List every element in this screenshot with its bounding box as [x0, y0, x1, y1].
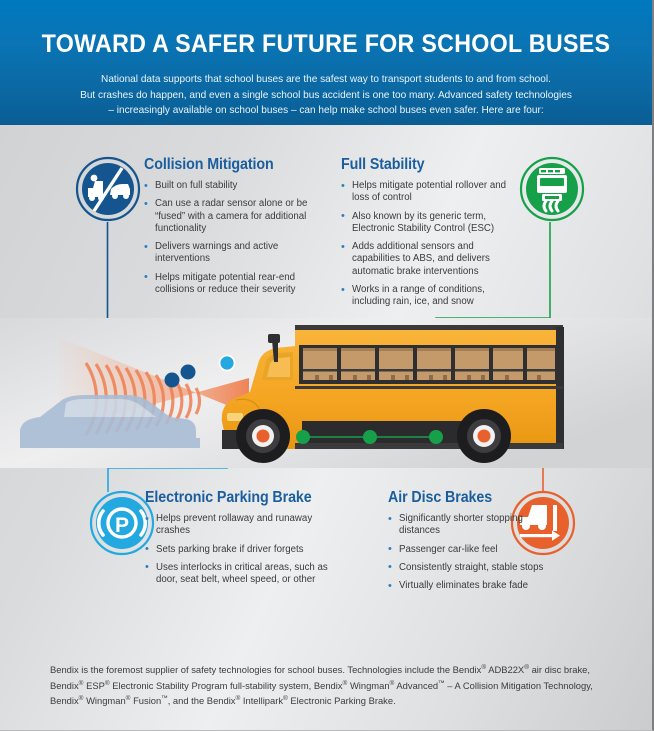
- collision-mitigation-icon: [70, 155, 146, 225]
- footer-text-1: Bendix is the foremost supplier of safety technologies for school buses. Technologies include the Bendix: [50, 664, 482, 676]
- bullet-list-collision-mitigation: [144, 180, 334, 296]
- bus-front-wheel: [236, 409, 290, 463]
- list-item: • Can use a radar sensor alone or be “fused” with a camera for additional functionality: [144, 198, 334, 235]
- footer-text-12: , and the Bendix: [167, 695, 236, 707]
- list-item: • Helps mitigate potential rollover and loss of control: [341, 180, 521, 205]
- full-stability-bus-icon: [516, 155, 588, 225]
- reg-mark: ®: [481, 664, 487, 671]
- bullet-list-electronic-parking-brake: [145, 513, 345, 586]
- footer-text-11: Fusion: [130, 695, 162, 707]
- reg-mark: ®: [78, 679, 84, 687]
- list-item: • Adds additional sensors and capabilities to ABS, and delivers automatic brake interventions: [341, 241, 521, 278]
- section-air-disc-brakes: [388, 489, 553, 598]
- marker-collision-radar: [165, 373, 180, 388]
- footer-text-7: Advanced: [394, 679, 439, 691]
- footer-text-14: Electronic Parking Brake.: [287, 695, 396, 707]
- list-item: • Sets parking brake if driver forgets: [145, 544, 345, 556]
- reg-mark: ®: [104, 679, 110, 687]
- list-item: • Consistently straight, stable stops: [388, 562, 553, 574]
- footer-text-6: Wingman: [347, 679, 390, 691]
- marker-parking-brake: [220, 356, 235, 371]
- tm-mark: ™: [161, 695, 168, 703]
- list-item: • Helps prevent rollaway and runaway crashes: [145, 513, 345, 538]
- marker-collision-camera: [181, 365, 196, 380]
- list-item: • Uses interlocks in critical areas, such as door, seat belt, wheel speed, or other: [145, 562, 345, 587]
- list-item: • Works in a range of conditions, including rain, ice, and snow: [341, 284, 521, 309]
- page-title: TOWARD A SAFER FUTURE FOR SCHOOL BUSES: [41, 30, 611, 58]
- school-bus-illustration: [0, 318, 654, 468]
- reg-mark: ®: [283, 695, 288, 703]
- section-electronic-parking-brake: [145, 489, 345, 592]
- footer-text-9: Collision Mitigation Technology, Bendix: [50, 679, 593, 707]
- footer-text-4: ESP: [83, 679, 105, 691]
- reg-mark: ®: [342, 679, 348, 687]
- list-item: • Passenger car-like feel: [388, 544, 553, 556]
- svg-text:P: P: [114, 514, 130, 537]
- reg-mark: ®: [78, 695, 84, 703]
- reg-mark: ®: [389, 679, 395, 687]
- header-subtitle-line-2: But crashes do happen, and even a single school bus accident is one too many. Advanced safety technologies: [80, 89, 572, 101]
- header-subtitle-line-3: – increasingly available on school buses – can help make school buses even safer. Here are four:: [108, 105, 544, 116]
- footer-text-13: Intellipark: [240, 695, 284, 707]
- footer-text-2: ADB22X: [486, 664, 525, 676]
- list-item: • Delivers warnings and active interventions: [144, 241, 334, 266]
- list-item: • Virtually eliminates brake fade: [388, 580, 553, 592]
- section-full-stability: [341, 156, 521, 315]
- section-title-air-disc-brakes: Air Disc Brakes: [388, 489, 493, 506]
- bus-rear-wheel: [457, 409, 511, 463]
- footer-disclaimer: [50, 661, 606, 708]
- bullet-list-full-stability: [341, 180, 521, 309]
- list-item: • Built on full stability: [144, 180, 334, 192]
- footer-text-5: Electronic Stability Program full-stability system, Bendix: [109, 679, 343, 691]
- reg-mark: ®: [125, 695, 131, 703]
- section-title-full-stability: Full Stability: [341, 156, 425, 173]
- reg-mark: ®: [235, 695, 241, 703]
- footer-text-8: – A: [444, 679, 461, 691]
- section-title-electronic-parking-brake: Electronic Parking Brake: [145, 489, 312, 506]
- section-title-collision-mitigation: Collision Mitigation: [144, 156, 274, 173]
- footer-text-10: Wingman: [83, 695, 126, 707]
- bullet-list-air-disc-brakes: [388, 513, 553, 592]
- list-item: • Also known by its generic term, Electronic Stability Control (ESC): [341, 211, 521, 236]
- tm-mark: ™: [438, 679, 445, 687]
- section-collision-mitigation: [144, 156, 334, 302]
- header-subtitle-line-1: National data supports that school buses are the safest way to transport students to and from school.: [101, 74, 551, 85]
- reg-mark: ®: [524, 664, 529, 671]
- stop-line: [553, 505, 557, 531]
- footer-text-3: air disc brake, Bendix: [50, 664, 590, 691]
- list-item: • Significantly shorter stopping distances: [388, 513, 553, 538]
- list-item: • Helps mitigate potential rear-end collisions or reduce their severity: [144, 272, 334, 297]
